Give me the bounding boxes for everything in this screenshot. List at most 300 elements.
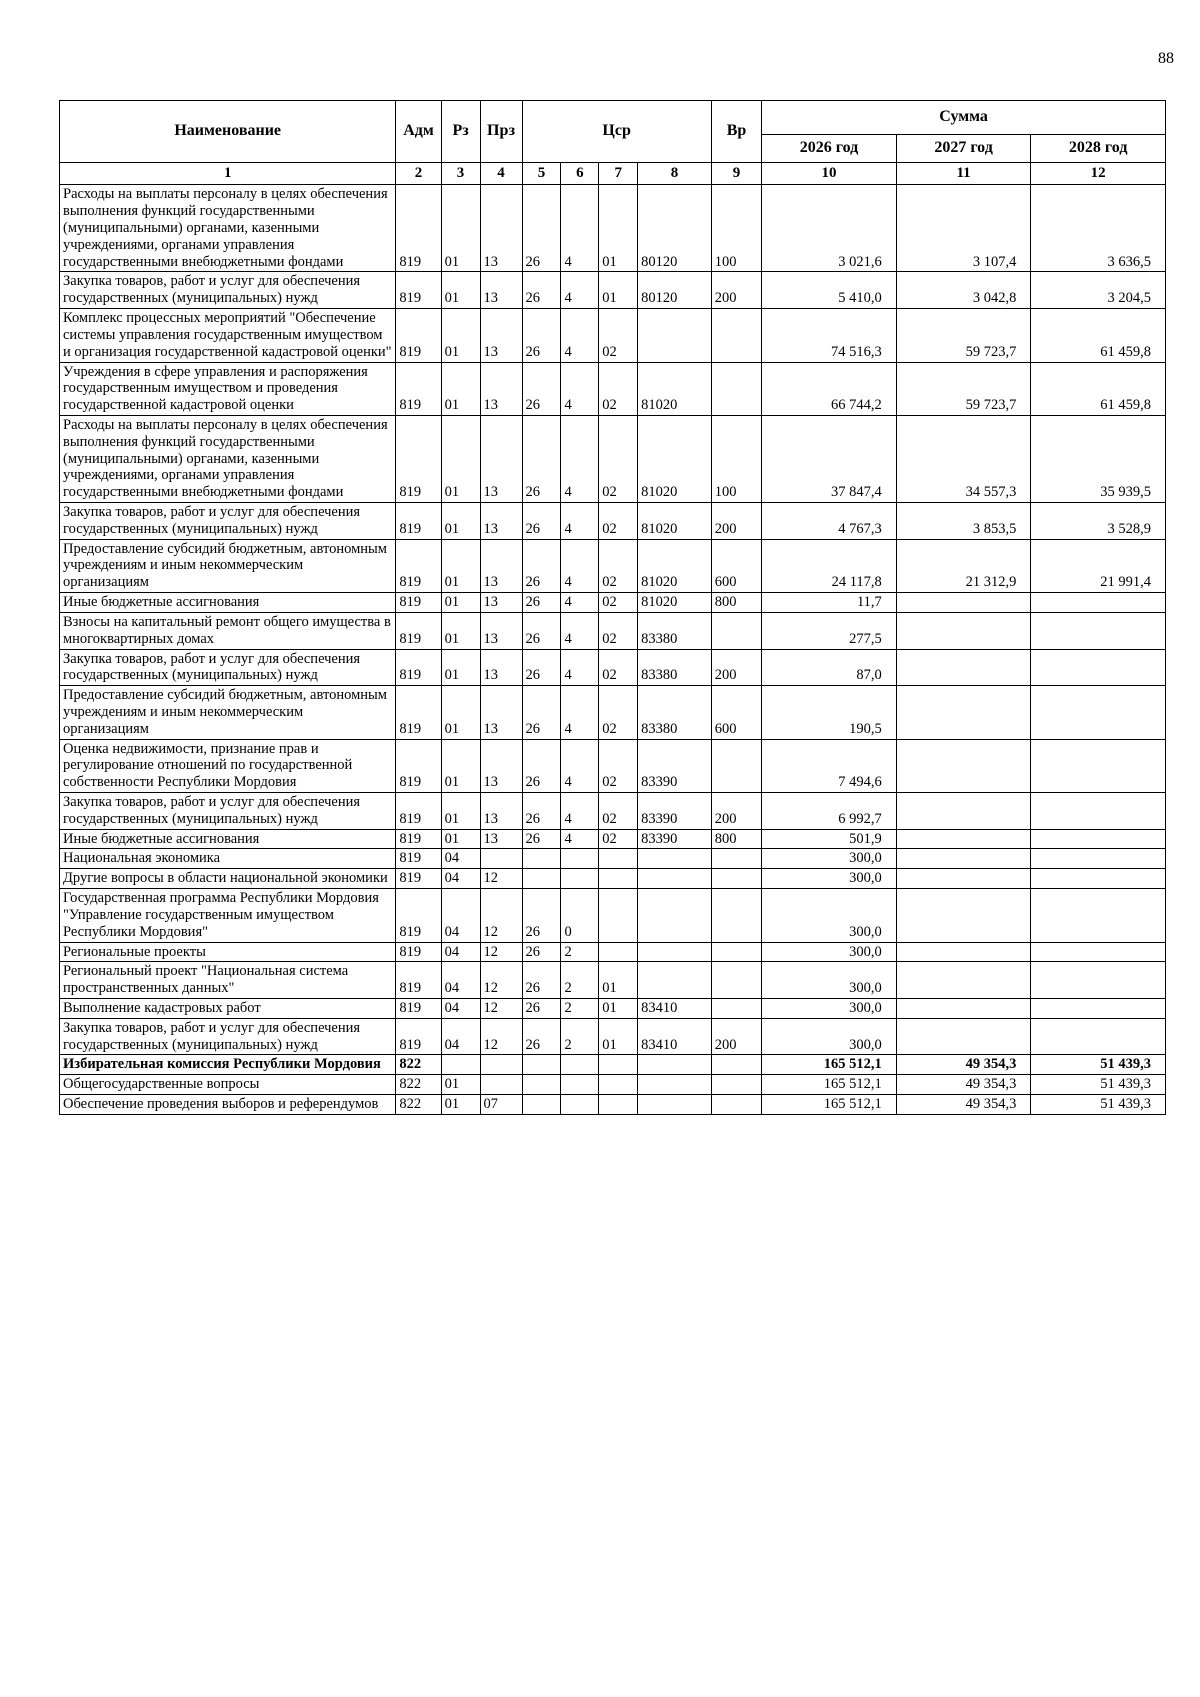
amount-2028: 61 459,8: [1031, 309, 1166, 362]
table-row: [60, 612, 1166, 649]
rz-code: 04: [441, 849, 480, 869]
row-name: Закупка товаров, работ и услуг для обеспечения государственных (муниципальных) нужд: [60, 793, 396, 830]
prz-code: 12: [480, 1018, 522, 1055]
csr-part-4: [638, 309, 712, 362]
amount-2028: [1031, 849, 1166, 869]
amount-2028: [1031, 612, 1166, 649]
prz-code: [480, 1055, 522, 1075]
csr-part-1: 26: [522, 1018, 561, 1055]
csr-part-3: [599, 1095, 638, 1115]
vr-code: [711, 1095, 761, 1115]
csr-part-4: 80120: [638, 185, 712, 272]
csr-part-2: 4: [561, 793, 599, 830]
adm-code: 819: [396, 869, 441, 889]
row-name: Предоставление субсидий бюджетным, автономным учреждениям и иным некоммерческим организациям: [60, 539, 396, 592]
vr-code: [711, 998, 761, 1018]
table-row: [60, 942, 1166, 962]
page-number: 88: [1158, 50, 1174, 67]
prz-code: 13: [480, 649, 522, 686]
csr-part-3: 02: [599, 612, 638, 649]
amount-2027: [896, 849, 1031, 869]
amount-2028: [1031, 942, 1166, 962]
rz-code: 01: [441, 539, 480, 592]
csr-part-3: 02: [599, 539, 638, 592]
csr-part-1: 26: [522, 739, 561, 792]
csr-part-2: 4: [561, 309, 599, 362]
row-name: Закупка товаров, работ и услуг для обеспечения государственных (муниципальных) нужд: [60, 1018, 396, 1055]
csr-part-3: 02: [599, 829, 638, 849]
csr-part-2: 4: [561, 649, 599, 686]
vr-code: 200: [711, 503, 761, 540]
csr-part-1: [522, 869, 561, 889]
amount-2026: 74 516,3: [762, 309, 897, 362]
column-numbers-row: [60, 163, 1166, 185]
adm-code: 819: [396, 362, 441, 415]
table-row: [60, 1095, 1166, 1115]
rz-code: 01: [441, 415, 480, 502]
adm-code: 819: [396, 942, 441, 962]
amount-2026: 37 847,4: [762, 415, 897, 502]
amount-2026: 300,0: [762, 998, 897, 1018]
column-number: 10: [762, 163, 897, 185]
csr-part-2: 2: [561, 998, 599, 1018]
adm-code: 822: [396, 1075, 441, 1095]
table-row: [60, 1018, 1166, 1055]
csr-part-2: 4: [561, 415, 599, 502]
csr-part-3: 02: [599, 686, 638, 739]
row-name: Закупка товаров, работ и услуг для обеспечения государственных (муниципальных) нужд: [60, 272, 396, 309]
table-body: [60, 185, 1166, 1114]
vr-code: 800: [711, 593, 761, 613]
csr-part-2: [561, 869, 599, 889]
table-row: [60, 415, 1166, 502]
row-name: Другие вопросы в области национальной экономики: [60, 869, 396, 889]
csr-part-2: [561, 1075, 599, 1095]
rz-code: 01: [441, 1075, 480, 1095]
amount-2026: 7 494,6: [762, 739, 897, 792]
csr-part-2: 2: [561, 942, 599, 962]
vr-code: [711, 309, 761, 362]
amount-2026: 300,0: [762, 962, 897, 999]
csr-part-4: 83380: [638, 686, 712, 739]
amount-2028: 3 204,5: [1031, 272, 1166, 309]
prz-code: 12: [480, 889, 522, 942]
table-row: [60, 849, 1166, 869]
amount-2028: 21 991,4: [1031, 539, 1166, 592]
row-name: Иные бюджетные ассигнования: [60, 593, 396, 613]
amount-2027: 3 853,5: [896, 503, 1031, 540]
amount-2028: [1031, 829, 1166, 849]
row-name: Общегосударственные вопросы: [60, 1075, 396, 1095]
csr-part-1: [522, 1095, 561, 1115]
csr-part-2: 4: [561, 185, 599, 272]
row-name: Учреждения в сфере управления и распоряжения государственным имуществом и проведения государственной кадастровой оценки: [60, 362, 396, 415]
rz-code: 01: [441, 649, 480, 686]
rz-code: 01: [441, 793, 480, 830]
adm-code: 819: [396, 849, 441, 869]
csr-part-3: 01: [599, 1018, 638, 1055]
amount-2026: 300,0: [762, 942, 897, 962]
amount-2028: [1031, 649, 1166, 686]
csr-part-2: 0: [561, 889, 599, 942]
csr-part-2: 4: [561, 272, 599, 309]
table-row: [60, 686, 1166, 739]
rz-code: 01: [441, 686, 480, 739]
column-number: 4: [480, 163, 522, 185]
prz-code: 13: [480, 686, 522, 739]
row-name: Иные бюджетные ассигнования: [60, 829, 396, 849]
rz-code: 01: [441, 503, 480, 540]
header-csr: Цср: [522, 101, 711, 163]
table-row: [60, 1075, 1166, 1095]
amount-2027: [896, 793, 1031, 830]
csr-part-4: 83380: [638, 612, 712, 649]
header-rz: Рз: [441, 101, 480, 163]
amount-2028: [1031, 1018, 1166, 1055]
amount-2026: 165 512,1: [762, 1095, 897, 1115]
amount-2027: [896, 593, 1031, 613]
vr-code: 200: [711, 272, 761, 309]
csr-part-3: 02: [599, 649, 638, 686]
adm-code: 819: [396, 593, 441, 613]
prz-code: [480, 1075, 522, 1095]
prz-code: 13: [480, 309, 522, 362]
row-name: Предоставление субсидий бюджетным, автономным учреждениям и иным некоммерческим организациям: [60, 686, 396, 739]
amount-2028: 3 636,5: [1031, 185, 1166, 272]
csr-part-3: 02: [599, 793, 638, 830]
csr-part-2: [561, 1055, 599, 1075]
csr-part-1: [522, 849, 561, 869]
csr-part-3: 01: [599, 962, 638, 999]
amount-2026: 24 117,8: [762, 539, 897, 592]
vr-code: [711, 942, 761, 962]
amount-2028: 61 459,8: [1031, 362, 1166, 415]
csr-part-3: [599, 849, 638, 869]
row-name: Национальная экономика: [60, 849, 396, 869]
amount-2027: [896, 962, 1031, 999]
csr-part-1: 26: [522, 942, 561, 962]
csr-part-1: 26: [522, 686, 561, 739]
rz-code: 01: [441, 309, 480, 362]
csr-part-3: 02: [599, 362, 638, 415]
header-vr: Вр: [711, 101, 761, 163]
row-name: Региональный проект "Национальная система пространственных данных": [60, 962, 396, 999]
rz-code: 01: [441, 185, 480, 272]
prz-code: 12: [480, 998, 522, 1018]
amount-2027: 59 723,7: [896, 309, 1031, 362]
adm-code: 819: [396, 793, 441, 830]
csr-part-1: 26: [522, 793, 561, 830]
csr-part-4: 81020: [638, 503, 712, 540]
column-number: 7: [599, 163, 638, 185]
amount-2028: 51 439,3: [1031, 1075, 1166, 1095]
row-name: Региональные проекты: [60, 942, 396, 962]
csr-part-3: [599, 869, 638, 889]
csr-part-3: [599, 942, 638, 962]
amount-2026: 11,7: [762, 593, 897, 613]
csr-part-1: 26: [522, 649, 561, 686]
rz-code: 01: [441, 739, 480, 792]
budget-table: [59, 100, 1166, 1115]
header-name: Наименование: [60, 101, 396, 163]
csr-part-1: 26: [522, 612, 561, 649]
vr-code: [711, 612, 761, 649]
column-number: 2: [396, 163, 441, 185]
column-number: 8: [638, 163, 712, 185]
csr-part-1: 26: [522, 593, 561, 613]
rz-code: 04: [441, 889, 480, 942]
header-prz: Прз: [480, 101, 522, 163]
csr-part-1: 26: [522, 362, 561, 415]
vr-code: [711, 849, 761, 869]
row-name: Государственная программа Республики Мордовия "Управление государственным имуществом Республики Мордовия": [60, 889, 396, 942]
csr-part-1: 26: [522, 962, 561, 999]
row-name: Обеспечение проведения выборов и референдумов: [60, 1095, 396, 1115]
table-row: [60, 793, 1166, 830]
csr-part-1: 26: [522, 503, 561, 540]
prz-code: 12: [480, 942, 522, 962]
adm-code: 819: [396, 998, 441, 1018]
row-name: Расходы на выплаты персоналу в целях обеспечения выполнения функций государственными (муниципальными) органами, казенными учреждениями, органами управления государственными внебюджетными фондами: [60, 185, 396, 272]
rz-code: 01: [441, 612, 480, 649]
rz-code: 04: [441, 1018, 480, 1055]
column-number: 12: [1031, 163, 1166, 185]
csr-part-3: [599, 1075, 638, 1095]
amount-2027: [896, 739, 1031, 792]
amount-2028: [1031, 593, 1166, 613]
csr-part-3: 01: [599, 272, 638, 309]
table-row: [60, 649, 1166, 686]
table-row: [60, 503, 1166, 540]
csr-part-1: [522, 1055, 561, 1075]
column-number: 11: [896, 163, 1031, 185]
csr-part-1: 26: [522, 889, 561, 942]
header-year-2028: 2028 год: [1031, 135, 1166, 163]
header-adm: Адм: [396, 101, 441, 163]
csr-part-1: 26: [522, 539, 561, 592]
amount-2026: 300,0: [762, 889, 897, 942]
prz-code: 13: [480, 362, 522, 415]
csr-part-4: [638, 1075, 712, 1095]
table-row: [60, 185, 1166, 272]
amount-2027: [896, 942, 1031, 962]
amount-2026: 5 410,0: [762, 272, 897, 309]
amount-2026: 300,0: [762, 869, 897, 889]
table-row: [60, 362, 1166, 415]
row-name: Комплекс процессных мероприятий "Обеспечение системы управления государственным имуществом и организация государственной кадастровой оценки": [60, 309, 396, 362]
prz-code: 13: [480, 539, 522, 592]
csr-part-4: 83410: [638, 1018, 712, 1055]
prz-code: 13: [480, 612, 522, 649]
amount-2027: [896, 998, 1031, 1018]
amount-2027: 49 354,3: [896, 1055, 1031, 1075]
amount-2026: 501,9: [762, 829, 897, 849]
column-number: 5: [522, 163, 561, 185]
adm-code: 819: [396, 612, 441, 649]
adm-code: 819: [396, 1018, 441, 1055]
table-row: [60, 593, 1166, 613]
adm-code: 819: [396, 962, 441, 999]
adm-code: 819: [396, 185, 441, 272]
rz-code: 04: [441, 942, 480, 962]
column-number: 1: [60, 163, 396, 185]
csr-part-2: 4: [561, 593, 599, 613]
amount-2028: [1031, 869, 1166, 889]
row-name: Расходы на выплаты персоналу в целях обеспечения выполнения функций государственными (муниципальными) органами, казенными учреждениями, органами управления государственными внебюджетными фондами: [60, 415, 396, 502]
amount-2026: 66 744,2: [762, 362, 897, 415]
column-number: 3: [441, 163, 480, 185]
amount-2026: 165 512,1: [762, 1075, 897, 1095]
amount-2028: [1031, 889, 1166, 942]
vr-code: 600: [711, 539, 761, 592]
table-row: [60, 539, 1166, 592]
vr-code: [711, 889, 761, 942]
vr-code: 800: [711, 829, 761, 849]
amount-2027: [896, 829, 1031, 849]
csr-part-4: 81020: [638, 362, 712, 415]
row-name: Выполнение кадастровых работ: [60, 998, 396, 1018]
csr-part-4: 81020: [638, 539, 712, 592]
amount-2026: 300,0: [762, 849, 897, 869]
csr-part-1: [522, 1075, 561, 1095]
csr-part-4: [638, 849, 712, 869]
prz-code: [480, 849, 522, 869]
csr-part-4: 83390: [638, 739, 712, 792]
csr-part-2: 4: [561, 612, 599, 649]
csr-part-4: 83380: [638, 649, 712, 686]
csr-part-3: 02: [599, 593, 638, 613]
csr-part-4: [638, 889, 712, 942]
amount-2027: [896, 612, 1031, 649]
header-sum: Сумма: [762, 101, 1166, 135]
csr-part-1: 26: [522, 829, 561, 849]
vr-code: 200: [711, 793, 761, 830]
table-row: [60, 998, 1166, 1018]
csr-part-2: 2: [561, 962, 599, 999]
adm-code: 822: [396, 1095, 441, 1115]
amount-2028: [1031, 793, 1166, 830]
amount-2027: [896, 686, 1031, 739]
amount-2028: 3 528,9: [1031, 503, 1166, 540]
csr-part-1: 26: [522, 272, 561, 309]
csr-part-3: 02: [599, 739, 638, 792]
vr-code: [711, 962, 761, 999]
adm-code: 819: [396, 649, 441, 686]
csr-part-2: 4: [561, 829, 599, 849]
amount-2027: 3 107,4: [896, 185, 1031, 272]
csr-part-4: 83410: [638, 998, 712, 1018]
csr-part-1: 26: [522, 185, 561, 272]
csr-part-2: [561, 849, 599, 869]
amount-2027: [896, 649, 1031, 686]
amount-2026: 3 021,6: [762, 185, 897, 272]
rz-code: 01: [441, 1095, 480, 1115]
adm-code: 819: [396, 829, 441, 849]
amount-2026: 87,0: [762, 649, 897, 686]
csr-part-4: [638, 942, 712, 962]
amount-2026: 300,0: [762, 1018, 897, 1055]
prz-code: 13: [480, 503, 522, 540]
amount-2027: [896, 1018, 1031, 1055]
amount-2028: [1031, 998, 1166, 1018]
row-name: Взносы на капитальный ремонт общего имущества в многоквартирных домах: [60, 612, 396, 649]
amount-2027: 3 042,8: [896, 272, 1031, 309]
amount-2027: 34 557,3: [896, 415, 1031, 502]
rz-code: 01: [441, 362, 480, 415]
row-name: Закупка товаров, работ и услуг для обеспечения государственных (муниципальных) нужд: [60, 649, 396, 686]
csr-part-3: 01: [599, 998, 638, 1018]
amount-2028: 51 439,3: [1031, 1095, 1166, 1115]
csr-part-1: 26: [522, 415, 561, 502]
table-row: [60, 309, 1166, 362]
amount-2027: 49 354,3: [896, 1095, 1031, 1115]
table-row: [60, 889, 1166, 942]
prz-code: 13: [480, 593, 522, 613]
rz-code: [441, 1055, 480, 1075]
csr-part-2: 4: [561, 739, 599, 792]
csr-part-4: 83390: [638, 829, 712, 849]
row-name: Оценка недвижимости, признание прав и регулирование отношений по государственной собственности Республики Мордовия: [60, 739, 396, 792]
column-number: 9: [711, 163, 761, 185]
amount-2027: 49 354,3: [896, 1075, 1031, 1095]
csr-part-2: 4: [561, 503, 599, 540]
table-row: [60, 869, 1166, 889]
vr-code: 200: [711, 649, 761, 686]
adm-code: 822: [396, 1055, 441, 1075]
csr-part-4: 81020: [638, 593, 712, 613]
prz-code: 12: [480, 962, 522, 999]
amount-2028: 51 439,3: [1031, 1055, 1166, 1075]
vr-code: [711, 362, 761, 415]
prz-code: 13: [480, 739, 522, 792]
amount-2028: [1031, 962, 1166, 999]
amount-2026: 4 767,3: [762, 503, 897, 540]
prz-code: 13: [480, 829, 522, 849]
vr-code: [711, 1055, 761, 1075]
csr-part-4: 81020: [638, 415, 712, 502]
csr-part-2: 4: [561, 362, 599, 415]
row-name: Избирательная комиссия Республики Мордовия: [60, 1055, 396, 1075]
vr-code: [711, 869, 761, 889]
csr-part-4: [638, 1055, 712, 1075]
amount-2026: 277,5: [762, 612, 897, 649]
csr-part-4: [638, 1095, 712, 1115]
amount-2026: 165 512,1: [762, 1055, 897, 1075]
rz-code: 01: [441, 593, 480, 613]
vr-code: [711, 739, 761, 792]
table-header: [60, 101, 1166, 185]
prz-code: 07: [480, 1095, 522, 1115]
prz-code: 13: [480, 415, 522, 502]
amount-2027: 21 312,9: [896, 539, 1031, 592]
header-year-2027: 2027 год: [896, 135, 1031, 163]
header-year-2026: 2026 год: [762, 135, 897, 163]
rz-code: 01: [441, 272, 480, 309]
amount-2026: 6 992,7: [762, 793, 897, 830]
amount-2027: [896, 889, 1031, 942]
csr-part-2: 4: [561, 539, 599, 592]
table-row: [60, 739, 1166, 792]
csr-part-1: 26: [522, 309, 561, 362]
table-row: [60, 272, 1166, 309]
amount-2027: [896, 869, 1031, 889]
adm-code: 819: [396, 686, 441, 739]
csr-part-3: 02: [599, 503, 638, 540]
table-row: [60, 829, 1166, 849]
rz-code: 01: [441, 829, 480, 849]
csr-part-1: 26: [522, 998, 561, 1018]
csr-part-2: 4: [561, 686, 599, 739]
